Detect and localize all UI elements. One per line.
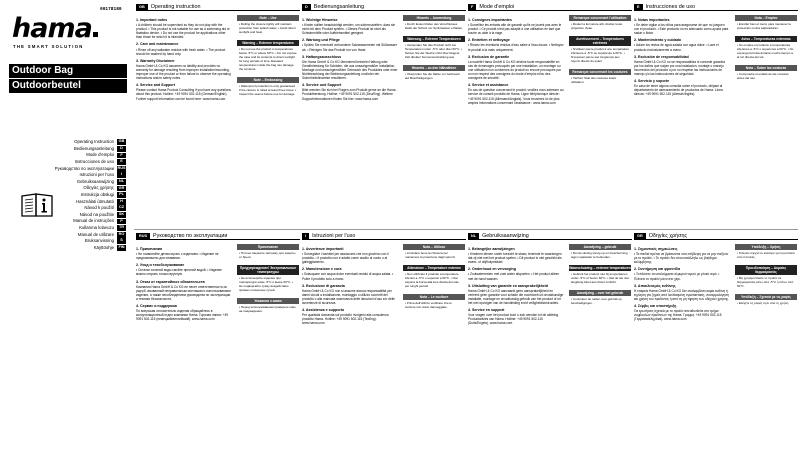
note-box (237, 265, 299, 293)
note-box (569, 265, 631, 285)
logo-text: hama (12, 13, 92, 44)
notes-column (403, 244, 465, 327)
language-name: Käyttöohje (93, 244, 114, 250)
language-code: F (468, 4, 476, 10)
language-name: Manual de instruções (73, 218, 114, 224)
note-heading: Aanwijzing – over het gebruik (569, 290, 631, 296)
subsection-heading: 1. Consignes importantes (468, 18, 512, 22)
subsection-text: • A children should be supervised so they do not play with the product. • This product is not suitable for use as a swimming aid or floatation device. • Do not use the product for applications other than those for which it is intended. (136, 23, 230, 40)
subsection-text: • Se debe vigilar a los niños para asegurarse de que no jueguen con el producto. • Este producto no es adecuado como ayuda para nadar o flotar. (634, 23, 729, 36)
language-code-badge: F (117, 153, 126, 159)
language-code: RUS (136, 233, 150, 239)
note-text: • Compruebe el estado de las costuras antes del uso. (737, 72, 789, 80)
subsection-heading: 3. Отказ от гарантийных обязательств (136, 279, 205, 284)
note-text: • Enrollar bien el cierre para mantener la protección contra salpicaduras. (737, 22, 791, 31)
language-code: NL (468, 233, 479, 239)
main-text (136, 244, 232, 323)
note-text: • No emplee el producto a temperaturas inferiores a -5°C o superiores a 60°C. • No exponga la bolsa durante mucho tiempo a la luz directa del sol. (737, 43, 794, 59)
section-header (136, 233, 300, 240)
note-box (237, 298, 299, 314)
note-text: • Überprüfen Sie die Nähte vor Gebrauch auf Beschädigungen. (405, 72, 460, 80)
language-code: GR (634, 233, 646, 239)
section-title: Istruzioni per l'uso (312, 232, 356, 239)
subsection-text: • Kinderen dienen onder toezicht te staan, teneinde te waarborgen dat zij niet met het product spelen. • Dit product is niet geschikt als zwem- of drijfhulpmiddel. (468, 252, 562, 265)
subsection-heading: 1. Avvertenze importanti (302, 247, 344, 251)
section-header (468, 4, 632, 11)
note-box (569, 36, 631, 64)
language-name: Operating Instruction (74, 139, 114, 145)
note-heading: Warnung – Extreme Temperaturen (403, 36, 465, 42)
main-text (634, 244, 730, 323)
section-body (302, 15, 466, 102)
note-text: • Gebruik het product niet bij temperaturen onder -5°C of boven 60°C. • Stel de tas niet langdurig bloot aan direct zonlicht. (571, 272, 629, 285)
notes-column (735, 244, 797, 323)
section-header (634, 4, 798, 11)
section-header (468, 233, 632, 240)
note-heading: Avertissement – Températures extrêmes (569, 36, 631, 46)
language-code-badge: CZ (118, 205, 125, 210)
note-text: • Τυλίγετε σφιχτά το κλείσιμο για προστασία από πιτσιλιές. (737, 251, 795, 260)
subsection-text: Please contact Hama Product Consulting if you have any questions about this product. Hotline: +49 9091 502-115 (German/English). Further support information can be found here: www.hama.com (136, 88, 231, 101)
subsection-heading: 4. Service und Support (302, 83, 342, 88)
section-title: Руководство по эксплуатации (153, 232, 228, 239)
article-number: 00178180 (100, 7, 122, 12)
note-text: • Rouler la fermeture afin d'éviter toute projection d'eau. (571, 22, 623, 31)
note-heading: Предупреждение! Экстремальные температуры (237, 265, 299, 275)
section-body (136, 244, 300, 323)
subsection-heading: 2. Entretien et nettoyage (468, 38, 510, 43)
language-row (50, 205, 126, 212)
section-body (302, 244, 466, 327)
note-box (403, 65, 465, 81)
language-row (50, 212, 126, 219)
note-text: • Controleer de naden voor gebruik op beschadigingen. (571, 297, 622, 306)
note-box (569, 15, 631, 31)
subsection-heading: 1. Important notes (136, 18, 168, 22)
product-title-en: Outdoor Bag (9, 64, 127, 78)
note-box (403, 265, 465, 289)
section-header (302, 233, 466, 240)
note-box (237, 15, 299, 35)
subsection-text: Η εταιρεία Hama GmbH & Co KG δεν αναλαμβάνει καμία ευθύνη ή εγγύηση για ζημιές από λανθασμένη εγκατάσταση, συναρμολόγηση και χρήση του προϊόντος ή από τη μη τήρηση των οδηγιών χρήσης. (634, 288, 729, 301)
subsection-heading: 3. Exclusión de responsabilidad (634, 54, 689, 59)
language-name: Návod na použitie (79, 211, 114, 217)
language-section (136, 233, 300, 323)
subsection-heading: 4. Service et assistance (468, 83, 509, 88)
subsection-heading: 2. Συντήρηση και φροντίδα (634, 267, 681, 272)
subsection-heading: 2. Wartung und Pflege (302, 38, 340, 43)
subsection-text: • Aclare los restos de agua salada con agua dulce. • Lave el producto exclusivamente a mano. (634, 43, 719, 52)
language-name: Руководство по эксплуатации (54, 165, 114, 171)
note-heading: Hinweis – zu den Nähnähten (403, 65, 465, 71)
language-name: Kullanma kılavuzu (79, 225, 114, 231)
language-name: Gebruiksaanwijzing (76, 178, 114, 184)
subsection-heading: 1. Wichtige Hinweise (302, 18, 338, 22)
note-heading: Nota – Sobre las costuras (735, 65, 797, 71)
subsection-text: Hama GmbH & Co KG aanvaardt geen aansprakelijkheid en verleent geen garantie voor schade die voortvloeit uit onvakkundige installatie, montage en onvakkundig gebruik van het product of uit het niet opvolgen van de handleiding en/of veiligheidsinstructies. (468, 288, 564, 306)
note-text: • Waterproof protection is only guaranteed if the closure is rolled at least three times. • Inspect the seams before use for damage. (239, 83, 297, 96)
notes-column (237, 15, 299, 102)
language-row (50, 225, 126, 232)
note-text: • Durch festes Rollen des Verschlusses bleibt der Schutz vor Spritzwasser erhalten. (405, 22, 463, 31)
main-text (136, 15, 232, 102)
language-code-badge: FIN (118, 244, 125, 249)
subsection-text: • Surveillez les enfants afin de garantir qu'ils ne jouent pas avec le produit. • Ce produit n'est pas adapté à une utilisation en tant que bouée ou aide à la nage. (468, 23, 562, 36)
row-divider (134, 229, 798, 230)
subsection-heading: 4. Assistenza e supporto (302, 308, 345, 313)
note-text: • Verwenden Sie das Produkt nicht bei Temperaturen unter -5°C oder über 60°C. • Setzen Sie die Tasche nicht über längere Zeit direkter Sonneneinstrahlung aus. (405, 43, 462, 59)
language-row (50, 245, 126, 252)
note-box (569, 244, 631, 260)
note-heading: Remarque concernant les coutures (569, 69, 631, 75)
section-header (136, 4, 300, 11)
section-body (634, 244, 798, 323)
subsection-text: • Kinder sollten beaufsichtigt werden, um sicherzustellen, dass sie nicht mit dem Produkt spielen. • Dieses Produkt ist nicht als Schwimmhilfe oder Auftriebsmittel geeignet. (302, 23, 396, 36)
language-row (50, 146, 126, 153)
note-heading: Warning – Extreme temperatures (237, 40, 299, 46)
notes-column (237, 244, 299, 323)
main-text (302, 15, 398, 102)
subsection-text: Hama GmbH & Co KG assumes no liability and provides no warranty for damage resulting from improper installation/mounting, improper use of the product or from failure to observe the operating instructions and/or safety notes. (136, 63, 231, 81)
language-section (468, 4, 632, 106)
note-heading: Waarschuwing – extreme temperaturen (569, 266, 631, 271)
subsection-text: • Zoutwaterresten met zoet water afspoelen. • Het product alleen met de hand wassen. (468, 272, 560, 281)
subsection-text: • Sciacquare con acqua dolce eventuali residui di acqua salata. • Pulire il prodotto solo a mano. (302, 272, 394, 281)
section-header (634, 233, 798, 240)
main-text (468, 244, 564, 327)
language-name: Instrucciones de uso (74, 159, 114, 165)
subsection-heading: 1. Примечания (136, 247, 163, 251)
section-body (468, 15, 632, 106)
subsection-heading: 3. Haftungsausschluss (302, 54, 342, 59)
logo-dot (93, 32, 98, 37)
note-box (735, 265, 797, 289)
language-code-badge: GR (118, 185, 125, 190)
subsection-heading: 3. Uitsluiting van garantie en aansprakelijkheid (468, 283, 549, 288)
note-box (735, 36, 797, 60)
note-heading: Remarque concernant l'utilisation (569, 15, 631, 21)
note-text: • Rol de sluiting stevig op om bescherming tegen spatwater te behouden. (571, 251, 628, 260)
language-section (468, 233, 632, 327)
subsection-text: La société Hama GmbH & Co KG décline toute responsabilité en cas de dommages provoqués par une installation, un montage ou une utilisation non conformes du produit ou encore provoqués par un non respect des consignes du mode d'emploi et/ou des consignes de sécurité. (468, 59, 561, 81)
subsection-heading: 4. Σέρβις και υποστήριξη (634, 304, 677, 309)
tagline: THE SMART SOLUTION (13, 44, 84, 49)
language-code-badge: I (117, 172, 126, 178)
note-heading: Aanwijzing – gebruik (569, 244, 631, 250)
note-text: • Rolling the closure tightly will maintain protection from splash water. • Avoid direct sunlight and heat. (239, 22, 296, 35)
language-row (50, 139, 126, 146)
language-name: Οδηγίες χρήσης (83, 185, 114, 191)
subsection-text: Bitte wenden Sie sich bei Fragen zum Produkt gerne an die Hama-Produktberatung. Hotline: +49 9091 502-115 (Deu/Eng). Weitere Supportinformationen finden Sie hier: www.hama.com (302, 88, 397, 101)
language-row (50, 172, 126, 179)
language-row (50, 159, 126, 166)
language-code-badge: S (117, 238, 126, 244)
language-row (50, 165, 126, 172)
note-box (403, 244, 465, 260)
note-heading: Aviso – Temperaturas extremas (735, 36, 797, 42)
subsection-text: Hama GmbH & Co KG no se responsabiliza ni concede garantía por los daños que surjan por una instalación, montaje o manejo incorrectos del producto o por no respetar las instrucciones de manejo y/o las instrucciones de seguridad. (634, 59, 725, 77)
language-row (50, 218, 126, 225)
language-section (136, 4, 300, 102)
language-name: Használati útmutató (76, 198, 114, 204)
section-title: Bedienungsanleitung (313, 3, 365, 10)
language-row (50, 198, 126, 205)
subsection-text: Για ερωτήσεις σχετικά με το προϊόν απευθυνθείτε στο τμήμα συμβουλών προϊόντων της Hama. Γραμμή: +49 9091 502-115 (Γερμανικά/Αγγλικά). www.hama.com (634, 309, 722, 322)
language-code-badge: SK (118, 211, 125, 216)
section-body (634, 15, 798, 98)
language-name: Bedienungsanleitung (73, 145, 114, 151)
language-index (50, 139, 126, 251)
note-text: • Vérifiez l'état des coutures avant utilisation. (571, 76, 617, 85)
notes-column (403, 15, 465, 102)
note-box (735, 65, 797, 81)
subsection-text: • Остатки соленой воды смойте пресной водой. • Изделие можно стирать только вручную. (136, 268, 222, 277)
subsection-heading: 3. Esclusione di garanzia (302, 283, 345, 288)
language-code-badge: E (117, 159, 126, 165)
language-row (50, 185, 126, 192)
note-text: • Μη χρησιμοποιείτε το προϊόν σε θερμοκρασίες κάτω από -5°C ή πάνω από 60°C. (737, 276, 794, 289)
note-text: • Arrotolare bene la chiusura per mantenere la protezione dagli spruzzi. (405, 251, 456, 260)
subsection-heading: 4. Service en support (468, 308, 505, 313)
note-text: • N'utilisez pas le produit à une température inférieure à -5°C ou supérieure à 60°C. • N'exposez pas le sac longtemps aux rayons directs du soleil. (571, 47, 629, 64)
note-box (403, 294, 465, 310)
language-code: I (302, 233, 309, 239)
language-section (634, 4, 798, 98)
subsection-text: • Sorvegliare i bambini per assicurarsi che non giochino con il prodotto. • Il prodotto non è adatto come ausilio al nuoto o al galleggiamento. (302, 252, 389, 265)
section-title: Οδηγίες χρήσης (648, 232, 688, 239)
note-text: • Non utilizzare il prodotto a temperature inferiori a -5°C o superiori a 60°C. • Non esporre la borsa alla luce diretta del sole per lunghi periodi. (405, 272, 459, 288)
language-section (634, 233, 798, 323)
main-text (634, 15, 730, 98)
language-name: Bruksanvisning (84, 238, 114, 244)
book-info-icon (20, 192, 54, 218)
section-title: Mode d'emploi (479, 3, 515, 10)
language-row (50, 231, 126, 238)
subsection-text: • Rincez les éventuels résidus d'eau salée à l'eau douce. • Nettoyez le produit à la main uniquement. (468, 43, 564, 52)
subsection-heading: 2. Care and maintenance (136, 42, 179, 47)
note-heading: Note – Embossing (237, 77, 299, 83)
note-box (735, 294, 797, 306)
language-code-badge: NL (118, 178, 125, 183)
subsection-heading: 1. Belangrijke aanwijzingen (468, 247, 515, 251)
language-row (50, 238, 126, 245)
language-code-badge: D (117, 146, 126, 152)
subsection-text: • Ξεπλύνετε τα υπολείμματα αλμυρού νερού με γλυκό νερό. • Πλένετε το προϊόν μόνο στο χέρι. (634, 272, 720, 281)
subsection-text: Voor vragen over het product kunt u zich wenden tot de afdeling Productadvies van Hama. Hotline: +49 9091 502-115 (Duits/Engels). www.hama.com (468, 313, 559, 326)
subsection-heading: 2. Manutenzione e cura (302, 267, 342, 272)
subsection-heading: 3. Warranty Disclaimer (136, 58, 175, 63)
language-name: Manual de utilizare (77, 231, 114, 237)
note-heading: Note – Use (237, 15, 299, 21)
subsection-text: • Spülen Sie eventuell vorhandene Salzwasserreste mit Süßwasser ab. • Reinigen Sie das Produkt nur von Hand. (302, 43, 398, 52)
subsection-heading: 1. Σημαντικές σημειώσεις (634, 247, 678, 251)
main-text (302, 244, 398, 327)
notes-column (569, 15, 631, 106)
subsection-text: По вопросам относительно изделия обращайтесь в консультационный отдел компании Hama. Горячая линия: +49 9091 502-115 (немецкий/английский). www.hama.com (136, 309, 228, 322)
note-text: • Ελέγξτε τις ραφές πριν από τη χρήση. (737, 301, 790, 306)
subsection-text: Hama GmbH & Co KG non si assume alcuna responsabilità per danni dovuti a installazione, montaggio o utilizzo scorretti del prodotto o alla mancata osservanza delle istruzioni d'uso e/o delle avvertenze di sicurezza. (302, 288, 395, 306)
subsection-text: En caso de tener alguna consulta sobre el producto, diríjase al departamento de asesoramiento de productos de Hama. Línea directa: +49 9091 502-115 (Alemán/Inglés). (634, 84, 723, 97)
subsection-heading: 2. Mantenimiento y cuidado (634, 38, 682, 43)
note-heading: Attenzione – Temperature estreme (403, 265, 465, 271)
note-box (403, 15, 465, 31)
subsection-text: Die Hama GmbH & Co KG übernimmt keinerlei Haftung oder Gewährleistung für Schäden, die aus unsachgemäßer Installation, Montage und unsachgemäßem Gebrauch des Produktes oder einer Nichtbeachtung der Bedienungsanleitung und/oder der Sicherheitshinweise resultieren. (302, 59, 398, 81)
subsection-heading: 1. Notas importantes (634, 18, 670, 22)
notes-column (569, 244, 631, 327)
language-section (302, 4, 466, 102)
language-code-badge: RUS (117, 165, 126, 170)
note-heading: Примечание (237, 244, 299, 250)
note-heading: Nota – Utilizzo (403, 244, 465, 250)
language-code-badge: TR (118, 225, 125, 230)
language-code: D (302, 4, 311, 10)
note-heading: Nota – Le cuciture (403, 294, 465, 300)
note-heading: Hinweis – Anwendung (403, 15, 465, 21)
note-box (237, 244, 299, 260)
section-body (136, 15, 300, 102)
subsection-text: • Не позволяйте детям играть с изделием. • Изделие не предназначено для плавания. (136, 252, 219, 261)
language-row (50, 152, 126, 159)
section-header (302, 4, 466, 11)
subsection-text: • Τα παιδιά πρέπει να βρίσκονται υπό επίβλεψη για να μην παίζουν με το προϊόν. • Το προϊόν δεν είναι κατάλληλο ως βοήθημα κολύμβησης. (634, 252, 729, 265)
language-code: GB (136, 4, 148, 10)
section-title: Operating instruction (150, 3, 201, 10)
language-section (302, 233, 466, 327)
language-code-badge: GB (118, 139, 125, 144)
note-text: • Не используйте изделие при температуре ниже -5°C и выше 60°C. • Не подвергайте сумку воздействию прямых солнечных лучей. (239, 276, 293, 293)
language-name: Instrukcja obsługi (80, 192, 114, 198)
subsection-heading: 4. Servicio y soporte (634, 79, 670, 84)
note-heading: Προειδοποίηση – Ακραίες θερμοκρασίες (735, 265, 797, 275)
language-name: Návod k použití (84, 205, 114, 211)
subsection-heading: 4. Сервис и поддержка (136, 304, 177, 309)
notes-column (735, 15, 797, 98)
subsection-heading: 3. Αποκλεισμός ευθύνης (634, 283, 676, 288)
note-heading: Nota – Empleo (735, 15, 797, 21)
language-code-badge: RO (118, 231, 125, 236)
language-code-badge: H (117, 199, 126, 205)
language-code-badge: P (117, 219, 126, 225)
note-box (237, 40, 299, 72)
note-text: • Prima dell'utilizzo verificare che le cuciture non siano danneggiate. (405, 301, 452, 309)
note-box (735, 244, 797, 260)
product-title-de: Outdoorbeutel (9, 79, 127, 93)
subsection-text: Per qualsiasi domanda sul prodotto rivolgersi alla consulenza prodotto Hama. Hotline: +49 9091 502-115 (Ted/Ing). www.hama.com (302, 313, 389, 326)
language-code: E (634, 4, 643, 10)
note-heading: Υπόδειξη – Χρήση (735, 244, 797, 250)
cover-page (4, 4, 128, 456)
subsection-heading: 3. Exclusion de garantie (468, 54, 510, 59)
subsection-text: En cas de question concernant le produit, veuillez vous adresser au service de conseil produits de Hama. Ligne téléphonique directe : +49 9091 502-115 (Allemand/Anglais). Vous trouverez ici de plus amples informations concernant l'assistance : www.hama.com (468, 88, 564, 105)
section-body (468, 244, 632, 327)
note-text: • Do not use the product in temperatures below -5°C or above 60°C. • Do not expose the case and its contents to direct sunlight for long periods of time. Elevated temperatures inside the bag can damage the contents. (239, 47, 297, 71)
language-row (50, 192, 126, 199)
note-text: • Плотно сверните застежку для защиты от брызг. (239, 251, 296, 260)
section-title: Gebruiksaanwijzing (482, 232, 529, 239)
note-heading: Υπόδειξη – Σχετικά με τις ραφές (735, 294, 797, 300)
main-text (468, 15, 564, 106)
section-title: Instrucciones de uso (645, 3, 695, 10)
note-heading: Указания к швам (237, 298, 299, 304)
language-name: Istruzioni per l'uso (79, 172, 114, 178)
subsection-heading: 2. Уход и техобслуживание (136, 263, 185, 268)
subsection-heading: 4. Service and Support (136, 83, 175, 88)
note-box (735, 15, 797, 31)
subsection-heading: 2. Onderhoud en verzorging (468, 267, 516, 272)
language-code-badge: PL (117, 192, 126, 198)
brand-logo (12, 13, 98, 44)
note-box (237, 77, 299, 97)
subsection-text: Компания Hama GmbH & Co KG не несет ответственности за ущерб, вызванный неправильным монтажом и использованием изделия, а также несоблюдением руководства по эксплуатации и техники безопасности. (136, 284, 231, 301)
subsection-text: • Rinse off any saltwater residue with fresh water. • The product should be washed by hand only. (136, 47, 226, 56)
note-box (569, 69, 631, 85)
note-box (403, 36, 465, 60)
language-name: Mode d'emploi (86, 152, 114, 158)
note-box (569, 290, 631, 306)
language-row (50, 179, 126, 186)
note-text: • Перед использованием проверьте швы на повреждения. (239, 305, 296, 314)
